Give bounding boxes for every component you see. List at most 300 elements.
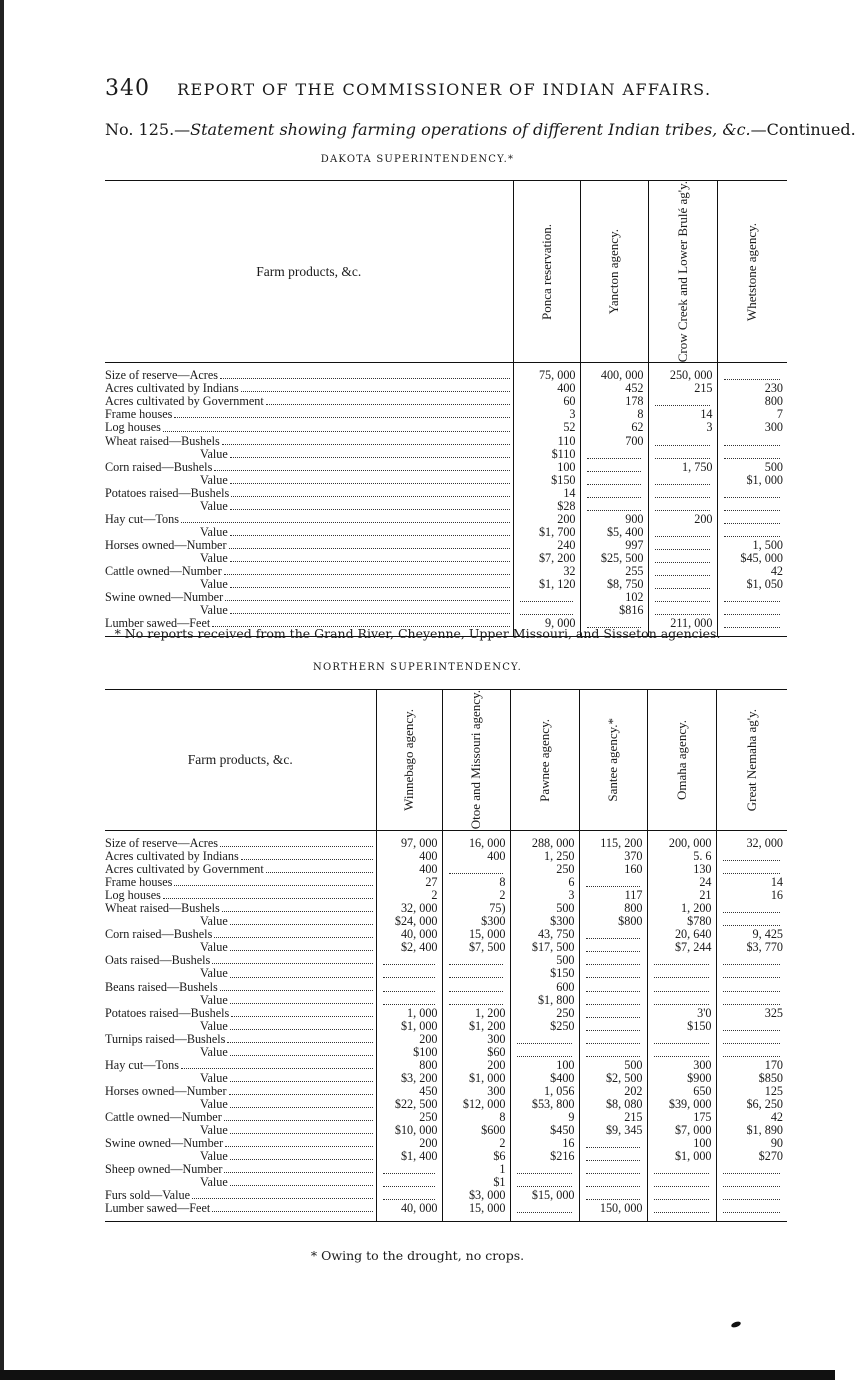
empty-dot-leader (723, 904, 781, 913)
dot-leader (241, 859, 373, 860)
value-cell: 500 (579, 1059, 647, 1072)
dakota-column-label: Yancton agency. (606, 229, 621, 315)
value-cell: 200 (376, 1137, 442, 1150)
table-row (105, 994, 787, 1007)
value-cell (376, 954, 442, 967)
value-cell: $28 (513, 500, 580, 513)
row-label: Value (200, 940, 228, 955)
row-label-cell (105, 1111, 376, 1124)
value-cell: 20, 640 (647, 928, 716, 941)
value-cell (579, 941, 647, 954)
page-header (105, 76, 711, 101)
value-cell: $12, 000 (442, 1098, 510, 1111)
row-label: Value (200, 992, 228, 1007)
value-cell: 97, 000 (376, 831, 442, 851)
row-label: Value (200, 603, 228, 618)
dot-leader (174, 417, 509, 418)
empty-dot-leader (723, 865, 781, 874)
value-cell: $1, 700 (513, 526, 580, 539)
value-cell: $800 (579, 915, 647, 928)
value-cell (648, 552, 717, 565)
value-cell (647, 1202, 716, 1222)
dot-leader (266, 404, 510, 405)
value-cell: 110 (513, 435, 580, 448)
value-cell (647, 1189, 716, 1202)
empty-dot-leader (520, 593, 573, 602)
table-row (105, 487, 787, 500)
value-cell (579, 1137, 647, 1150)
empty-dot-leader (586, 1139, 640, 1148)
row-label: Furs sold—Value (105, 1188, 190, 1203)
dot-leader (230, 1029, 373, 1030)
table-row (105, 981, 787, 994)
value-cell: $7, 244 (647, 941, 716, 954)
value-cell: 8 (442, 1111, 510, 1124)
table-row (105, 448, 787, 461)
value-cell: 62 (580, 421, 648, 434)
page-title: REPORT OF THE COMMISSIONER OF INDIAN AFFAIRS. (177, 80, 712, 99)
value-cell: 400 (513, 382, 580, 395)
value-cell (716, 1189, 787, 1202)
value-cell (647, 1176, 716, 1189)
row-label: Cattle owned—Number (105, 563, 222, 578)
value-cell: $110 (513, 448, 580, 461)
value-cell (716, 902, 787, 915)
value-cell (717, 448, 787, 461)
northern-column-label: Pawnee agency. (536, 718, 552, 802)
empty-dot-leader (383, 983, 435, 992)
value-cell: 1 (442, 1163, 510, 1176)
value-cell: 150, 000 (579, 1202, 647, 1222)
value-cell: $8, 750 (580, 578, 648, 591)
row-label-cell (105, 421, 513, 434)
dot-leader (231, 496, 509, 497)
value-cell: 300 (717, 421, 787, 434)
empty-dot-leader (654, 1191, 709, 1200)
empty-dot-leader (655, 489, 710, 498)
value-cell: 42 (717, 565, 787, 578)
northern-column-label: Omaha agency. (673, 719, 689, 800)
statement-subtitle (105, 120, 856, 139)
row-label-cell (105, 461, 513, 474)
row-label: Value (200, 1070, 228, 1085)
value-cell (716, 1163, 787, 1176)
value-cell: $300 (510, 915, 579, 928)
value-cell: $17, 500 (510, 941, 579, 954)
empty-dot-leader (449, 969, 503, 978)
row-label: Horses owned—Number (105, 537, 227, 552)
dot-leader (230, 1159, 373, 1160)
dot-leader (224, 574, 510, 575)
row-label-cell (105, 1072, 376, 1085)
value-cell: 800 (376, 1059, 442, 1072)
row-label: Value (200, 446, 228, 461)
value-cell: 211, 000 (648, 617, 717, 637)
value-cell (716, 967, 787, 980)
value-cell: 255 (580, 565, 648, 578)
table-row (105, 1046, 787, 1059)
row-label-cell (105, 1163, 376, 1176)
dot-leader (212, 963, 372, 964)
value-cell (648, 539, 717, 552)
value-cell (648, 474, 717, 487)
value-cell: 16 (510, 1137, 579, 1150)
value-cell: 15, 000 (442, 1202, 510, 1222)
dot-leader (220, 378, 509, 379)
value-cell: 125 (716, 1085, 787, 1098)
value-cell: 3 (510, 889, 579, 902)
empty-dot-leader (724, 371, 781, 380)
dot-leader (230, 950, 373, 951)
empty-dot-leader (723, 983, 781, 992)
empty-dot-leader (655, 528, 710, 537)
value-cell: $3, 770 (716, 941, 787, 954)
empty-dot-leader (655, 397, 710, 406)
dot-leader (224, 1120, 373, 1121)
empty-dot-leader (724, 489, 781, 498)
value-cell: $5, 400 (580, 526, 648, 539)
empty-dot-leader (586, 983, 640, 992)
empty-dot-leader (724, 502, 781, 511)
value-cell (648, 591, 717, 604)
value-cell: 300 (442, 1085, 510, 1098)
table-row (105, 876, 787, 889)
row-label: Swine owned—Number (105, 1136, 224, 1151)
empty-dot-leader (723, 852, 781, 861)
row-label-cell (105, 565, 513, 578)
dot-leader (230, 1107, 373, 1108)
value-cell: 117 (579, 889, 647, 902)
empty-dot-leader (655, 567, 710, 576)
row-label: Wheat raised—Bushels (105, 901, 220, 916)
row-label-cell (105, 408, 513, 421)
value-cell (580, 500, 648, 513)
value-cell: 100 (513, 461, 580, 474)
dot-leader (229, 1094, 373, 1095)
value-cell: 42 (716, 1111, 787, 1124)
row-label-cell (105, 435, 513, 448)
dot-leader (163, 431, 510, 432)
value-cell: $1, 800 (510, 994, 579, 1007)
table-row (105, 1020, 787, 1033)
value-cell: $6 (442, 1150, 510, 1163)
empty-dot-leader (586, 969, 640, 978)
value-cell: $816 (580, 604, 648, 617)
table-row (105, 1007, 787, 1020)
value-cell: 200 (513, 513, 580, 526)
dakota-column-label: Crow Creek and Lower Brulé ag'y. (674, 181, 690, 363)
value-cell: $1, 000 (376, 1020, 442, 1033)
value-cell: 370 (579, 850, 647, 863)
value-cell: 32, 000 (716, 831, 787, 851)
row-label: Size of reserve—Acres (105, 836, 219, 850)
empty-dot-leader (383, 1165, 435, 1174)
value-cell: $1, 000 (717, 474, 787, 487)
row-label-cell (105, 1020, 376, 1033)
empty-dot-leader (520, 606, 573, 615)
value-cell: 300 (442, 1033, 510, 1046)
value-cell: 200, 000 (647, 831, 716, 851)
value-cell (716, 994, 787, 1007)
table-row (105, 513, 787, 526)
dot-leader (230, 457, 510, 458)
row-label: Value (200, 1018, 228, 1033)
value-cell: 175 (647, 1111, 716, 1124)
value-cell: 1, 000 (376, 1007, 442, 1020)
dot-leader (227, 1042, 372, 1043)
empty-dot-leader (383, 969, 435, 978)
row-label: Log houses (105, 420, 161, 435)
value-cell (716, 1020, 787, 1033)
value-cell (579, 1007, 647, 1020)
value-cell (648, 526, 717, 539)
empty-dot-leader (587, 450, 641, 459)
dakota-section-title: DAKOTA SUPERINTENDENCY.* (320, 154, 515, 165)
empty-dot-leader (586, 1022, 640, 1031)
value-cell (647, 954, 716, 967)
empty-dot-leader (655, 476, 710, 485)
value-cell (648, 578, 717, 591)
northern-column-header (442, 690, 510, 831)
value-cell (716, 1033, 787, 1046)
empty-dot-leader (654, 1204, 709, 1213)
value-cell: $150 (647, 1020, 716, 1033)
table-row (105, 435, 787, 448)
value-cell (716, 1202, 787, 1222)
empty-dot-leader (654, 983, 709, 992)
empty-dot-leader (655, 541, 710, 550)
empty-dot-leader (449, 983, 503, 992)
value-cell: $1, 050 (717, 578, 787, 591)
dakota-column-header (580, 181, 648, 363)
table-row (105, 461, 787, 474)
empty-dot-leader (723, 1165, 781, 1174)
empty-dot-leader (517, 1178, 572, 1187)
empty-dot-leader (586, 943, 640, 952)
empty-dot-leader (517, 1048, 572, 1057)
value-cell: 215 (579, 1111, 647, 1124)
value-cell: 75, 000 (513, 363, 580, 383)
value-cell (647, 981, 716, 994)
empty-dot-leader (723, 1191, 781, 1200)
value-cell: 9, 000 (513, 617, 580, 637)
empty-dot-leader (655, 580, 710, 589)
value-cell: $6, 250 (716, 1098, 787, 1111)
value-cell (717, 591, 787, 604)
row-label-cell (105, 954, 376, 967)
value-cell (716, 850, 787, 863)
row-label: Acres cultivated by Indians (105, 381, 239, 396)
table-row (105, 1033, 787, 1046)
row-label: Value (200, 1044, 228, 1059)
value-cell (716, 1176, 787, 1189)
value-cell: 250 (510, 1007, 579, 1020)
empty-dot-leader (586, 1152, 640, 1161)
value-cell: 500 (510, 954, 579, 967)
northern-column-label: Santee agency.* (605, 718, 620, 802)
dot-leader (230, 1185, 373, 1186)
value-cell (648, 565, 717, 578)
empty-dot-leader (383, 996, 435, 1005)
value-cell: 1, 250 (510, 850, 579, 863)
value-cell: 2 (376, 889, 442, 902)
dot-leader (225, 600, 509, 601)
value-cell: $1, 120 (513, 578, 580, 591)
value-cell (579, 928, 647, 941)
value-cell: 600 (510, 981, 579, 994)
value-cell: 240 (513, 539, 580, 552)
value-cell (717, 526, 787, 539)
value-cell: $1, 000 (442, 1072, 510, 1085)
value-cell (579, 1150, 647, 1163)
empty-dot-leader (655, 437, 710, 446)
table-row (105, 1085, 787, 1098)
row-label-cell (105, 1007, 376, 1020)
table-row (105, 967, 787, 980)
value-cell: 452 (580, 382, 648, 395)
table-row (105, 831, 787, 851)
empty-dot-leader (724, 515, 781, 524)
value-cell (717, 435, 787, 448)
value-cell: $60 (442, 1046, 510, 1059)
value-cell (717, 500, 787, 513)
empty-dot-leader (517, 1204, 572, 1213)
value-cell: 250 (376, 1111, 442, 1124)
dakota-column-label: Ponca reservation. (538, 223, 554, 320)
value-cell (648, 435, 717, 448)
row-label: Beans raised—Bushels (105, 979, 218, 994)
value-cell: 8 (442, 876, 510, 889)
northern-column-label: Otoe and Missouri agency. (468, 690, 483, 830)
value-cell (717, 363, 787, 383)
dot-leader (225, 1146, 372, 1147)
empty-dot-leader (723, 1035, 781, 1044)
empty-dot-leader (586, 996, 640, 1005)
empty-dot-leader (586, 1165, 640, 1174)
empty-dot-leader (655, 450, 710, 459)
row-label: Log houses (105, 888, 161, 903)
value-cell: 650 (647, 1085, 716, 1098)
value-cell: $53, 800 (510, 1098, 579, 1111)
row-label: Corn raised—Bushels (105, 459, 213, 474)
value-cell (580, 474, 648, 487)
row-label: Oats raised—Bushels (105, 953, 211, 968)
row-label: Value (200, 1123, 228, 1138)
dot-leader (220, 846, 372, 847)
dot-leader (192, 1198, 373, 1199)
value-cell (647, 967, 716, 980)
value-cell (647, 1046, 716, 1059)
value-cell: $10, 000 (376, 1124, 442, 1137)
empty-dot-leader (586, 1035, 640, 1044)
value-cell (648, 448, 717, 461)
value-cell: 90 (716, 1137, 787, 1150)
value-cell (579, 1033, 647, 1046)
empty-dot-leader (383, 1191, 435, 1200)
row-label-cell (105, 1033, 376, 1046)
value-cell: $270 (716, 1150, 787, 1163)
value-cell: 130 (647, 863, 716, 876)
value-cell: $7, 200 (513, 552, 580, 565)
empty-dot-leader (586, 956, 640, 965)
page-bottom-edge (0, 1370, 835, 1380)
row-label: Value (200, 524, 228, 539)
dot-leader (174, 885, 372, 886)
value-cell: 6 (510, 876, 579, 889)
value-cell (510, 1163, 579, 1176)
value-cell: $25, 500 (580, 552, 648, 565)
value-cell: $1, 200 (442, 1020, 510, 1033)
empty-dot-leader (724, 528, 781, 537)
value-cell (717, 513, 787, 526)
row-label: Acres cultivated by Government (105, 862, 264, 877)
value-cell: 2 (442, 889, 510, 902)
dot-leader (212, 1211, 372, 1212)
value-cell: 325 (716, 1007, 787, 1020)
value-cell: 500 (717, 461, 787, 474)
table-row (105, 1072, 787, 1085)
dot-leader (230, 535, 510, 536)
value-cell: 60 (513, 395, 580, 408)
table-row (105, 395, 787, 408)
value-cell: 43, 750 (510, 928, 579, 941)
value-cell (579, 1046, 647, 1059)
empty-dot-leader (517, 1035, 572, 1044)
value-cell: 288, 000 (510, 831, 579, 851)
value-cell: $7, 000 (647, 1124, 716, 1137)
value-cell: 1, 500 (717, 539, 787, 552)
value-cell: 2 (442, 1137, 510, 1150)
dot-leader (222, 911, 373, 912)
value-cell: 400 (442, 850, 510, 863)
value-cell: 1, 750 (648, 461, 717, 474)
empty-dot-leader (655, 554, 710, 563)
empty-dot-leader (449, 956, 503, 965)
value-cell: 9 (510, 1111, 579, 1124)
row-label: Frame houses (105, 407, 173, 422)
row-label: Value (200, 966, 228, 981)
value-cell: $15, 000 (510, 1189, 579, 1202)
empty-dot-leader (723, 917, 781, 926)
value-cell: $22, 500 (376, 1098, 442, 1111)
value-cell: $400 (510, 1072, 579, 1085)
row-label-cell (105, 831, 376, 851)
value-cell: 300 (647, 1059, 716, 1072)
value-cell: 15, 000 (442, 928, 510, 941)
dakota-column-header (717, 181, 787, 363)
value-cell: 997 (580, 539, 648, 552)
value-cell: $8, 080 (579, 1098, 647, 1111)
value-cell (716, 954, 787, 967)
value-cell: 27 (376, 876, 442, 889)
value-cell: $780 (647, 915, 716, 928)
table-row (105, 408, 787, 421)
northern-row-header: Farm products, &c. (105, 690, 376, 831)
northern-footnote: * Owing to the drought, no crops. (310, 1248, 525, 1263)
value-cell: $2, 500 (579, 1072, 647, 1085)
value-cell: 14 (648, 408, 717, 421)
value-cell (716, 981, 787, 994)
value-cell: $150 (513, 474, 580, 487)
row-label: Lumber sawed—Feet (105, 1201, 211, 1216)
value-cell (580, 487, 648, 500)
row-label: Value (200, 1175, 228, 1190)
dot-leader (230, 1055, 373, 1056)
value-cell: 24 (647, 876, 716, 889)
northern-column-header (579, 690, 647, 831)
row-label-cell (105, 363, 513, 383)
empty-dot-leader (654, 1035, 709, 1044)
